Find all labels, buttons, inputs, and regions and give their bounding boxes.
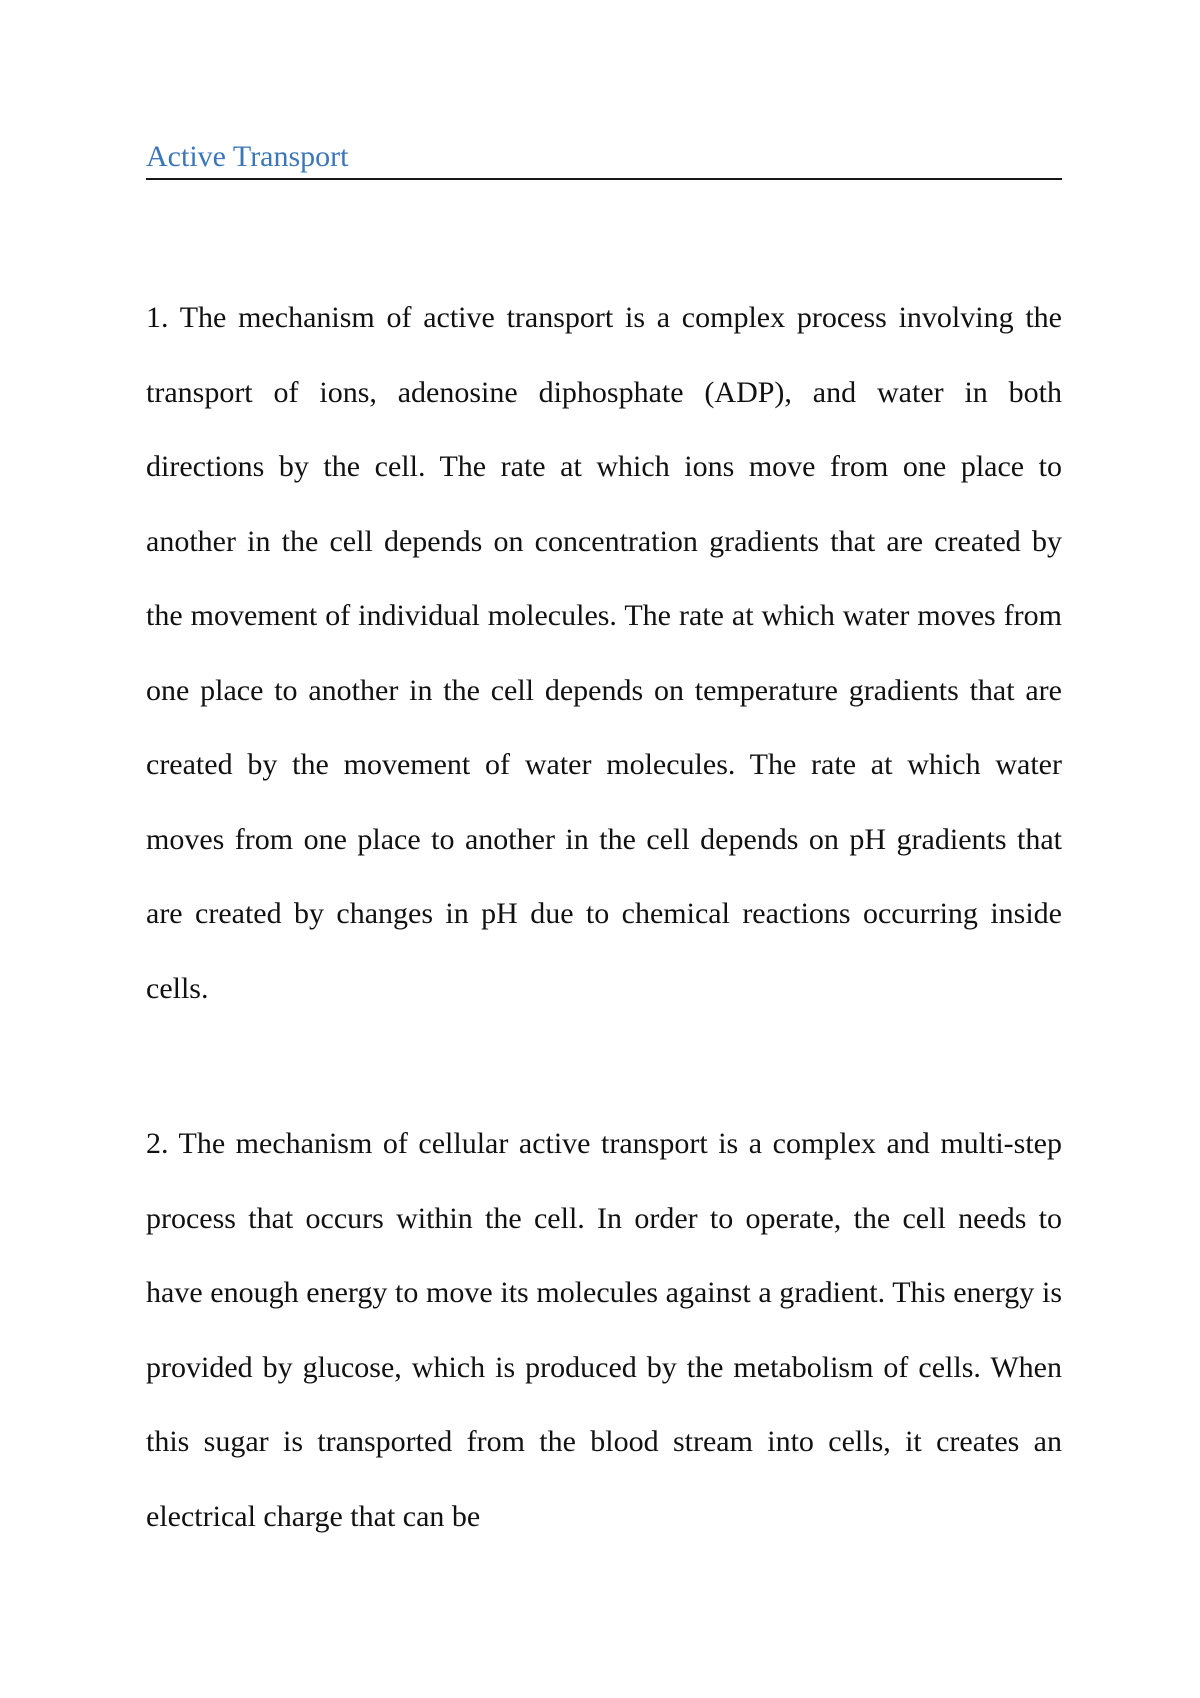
paragraph-2: 2. The mechanism of cellular active transport is a complex and multi-step process that occurs within the cell. In order to operate, the cell needs to have enough energy to move its molecules against a gradient. This energy is provided by glucose, which is produced by the metabolism of cells. When this sugar is transported from the blood stream into cells, it creates an electrical charge that can be xyxy=(146,1127,1062,1533)
heading-underline-rule xyxy=(146,138,1062,180)
page-title: Active Transport xyxy=(146,140,349,173)
paragraph-1: 1. The mechanism of active transport is a complex process involving the transport of ions, adenosine diphosphate (ADP), and water in both directions by the cell. The rate at which ions move from one place to another in the cell depends on concentration gradients that are created by the movement of individual molecules. The rate at which water moves from one place to another in the cell depends on temperature gradients that are created by the movement of water molecules. The rate at which water moves from one place to another in the cell depends on pH gradients that are created by changes in pH due to chemical reactions occurring inside cells. xyxy=(146,301,1062,1005)
